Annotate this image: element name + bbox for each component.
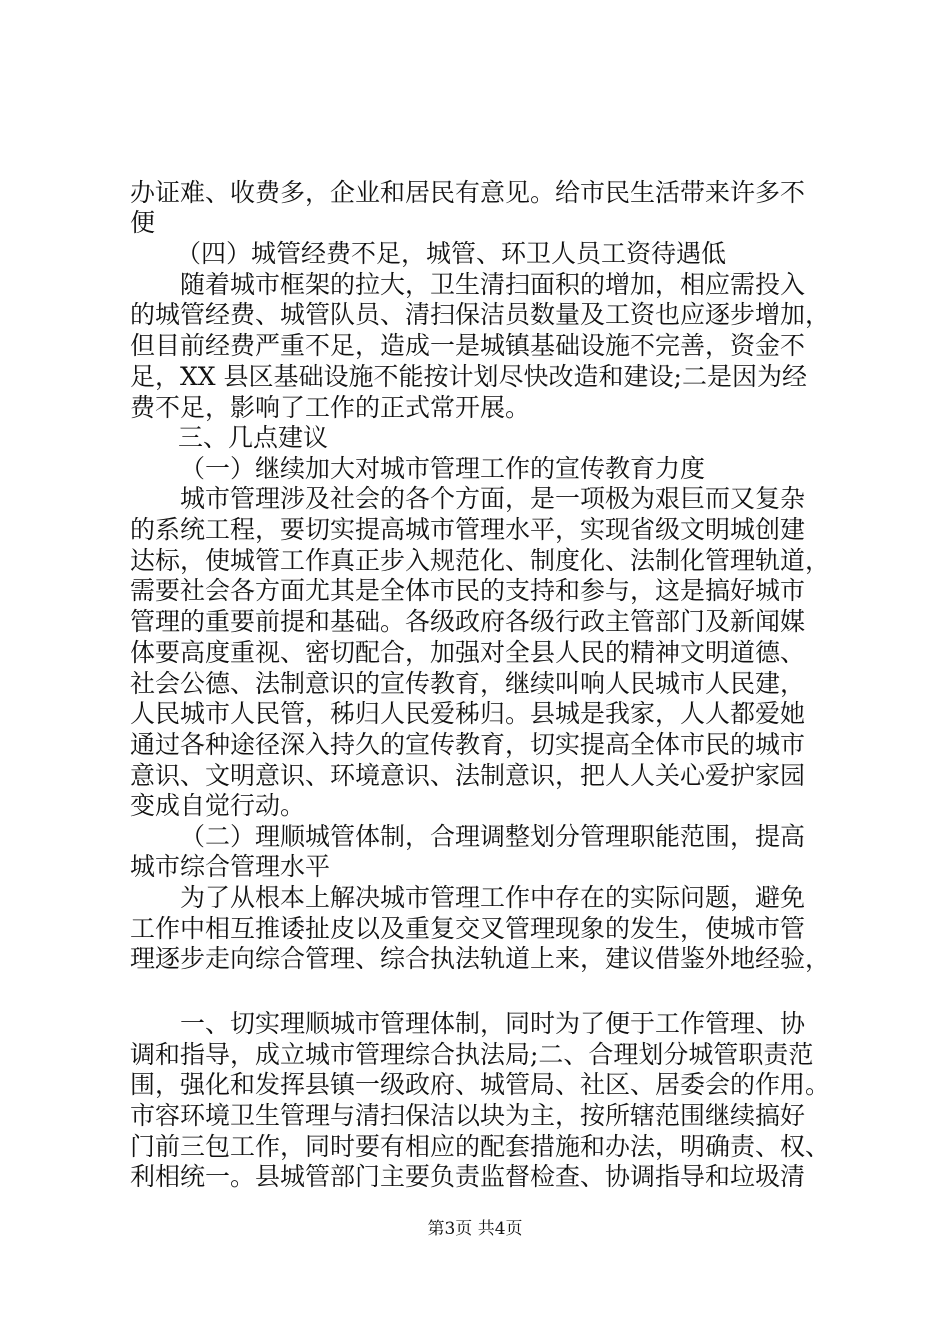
text-line: 意识、文明意识、环境意识、法制意识，把人人关心爱护家园 bbox=[130, 761, 806, 790]
text-line: 调和指导，成立城市管理综合执法局;二、合理划分城管职责范 bbox=[130, 1040, 814, 1069]
section-heading: （四）城管经费不足，城管、环卫人员工资待遇低 bbox=[176, 239, 727, 268]
text-line: 为了从根本上解决城市管理工作中存在的实际问题，避免 bbox=[180, 883, 806, 912]
text-line: 办证难、收费多，企业和居民有意见。给市民生活带来许多不 bbox=[130, 178, 806, 207]
text-line: 人民城市人民管，秭归人民爱秭归。县城是我家，人人都爱她 bbox=[130, 699, 806, 728]
text-line: 一、切实理顺城市管理体制，同时为了便于工作管理、协 bbox=[180, 1009, 806, 1038]
section-heading: 三、几点建议 bbox=[178, 423, 329, 452]
section-heading: （一）继续加大对城市管理工作的宣传教育力度 bbox=[180, 454, 706, 483]
text-line: 管理的重要前提和基础。各级政府各级行政主管部门及新闻媒 bbox=[130, 607, 806, 636]
text-line: 需要社会各方面尤其是全体市民的支持和参与，这是搞好城市 bbox=[130, 576, 806, 605]
text-line: 理逐步走向综合管理、综合执法轨道上来，建议借鉴外地经验， bbox=[130, 944, 831, 973]
text-line: 的城管经费、城管队员、清扫保洁员数量及工资也应逐步增加， bbox=[130, 300, 831, 329]
text-line: 变成自觉行动。 bbox=[130, 791, 306, 820]
text-line: 的系统工程，要切实提高城市管理水平，实现省级文明城创建 bbox=[130, 515, 806, 544]
text-line: 社会公德、法制意识的宣传教育，继续叫响人民城市人民建， bbox=[130, 669, 806, 698]
text-line: 工作中相互推诿扯皮以及重复交叉管理现象的发生，使城市管 bbox=[130, 914, 806, 943]
page-number: 第3页 共4页 bbox=[427, 1219, 523, 1239]
section-heading: （二）理顺城管体制，合理调整划分管理职能范围，提高 bbox=[180, 822, 806, 851]
text-line: 费不足，影响了工作的正式常开展。 bbox=[130, 393, 531, 422]
text-line: 足，XX 县区基础设施不能按计划尽快改造和建设;二是因为经 bbox=[130, 362, 807, 391]
text-line: 通过各种途径深入持久的宣传教育，切实提高全体市民的城市 bbox=[130, 730, 806, 759]
text-line: 城市管理涉及社会的各个方面，是一项极为艰巨而又复杂 bbox=[180, 484, 806, 513]
text-line: 门前三包工作，同时要有相应的配套措施和办法，明确责、权、 bbox=[130, 1132, 831, 1161]
text-line: 围，强化和发挥县镇一级政府、城管局、社区、居委会的作用。 bbox=[130, 1070, 831, 1099]
text-line: 体要高度重视、密切配合，加强对全县人民的精神文明道德、 bbox=[130, 638, 806, 667]
section-heading: 城市综合管理水平 bbox=[130, 852, 331, 881]
text-line: 利相统一。县城管部门主要负责监督检查、协调指导和垃圾清 bbox=[130, 1162, 806, 1191]
text-line: 市容环境卫生管理与清扫保洁以块为主，按所辖范围继续搞好 bbox=[130, 1101, 806, 1130]
text-line: 达标，使城管工作真正步入规范化、制度化、法制化管理轨道， bbox=[130, 546, 831, 575]
text-line: 随着城市框架的拉大，卫生清扫面积的增加，相应需投入 bbox=[180, 270, 806, 299]
text-line: 但目前经费严重不足，造成一是城镇基础设施不完善，资金不 bbox=[130, 331, 806, 360]
text-line: 便 bbox=[130, 208, 156, 237]
